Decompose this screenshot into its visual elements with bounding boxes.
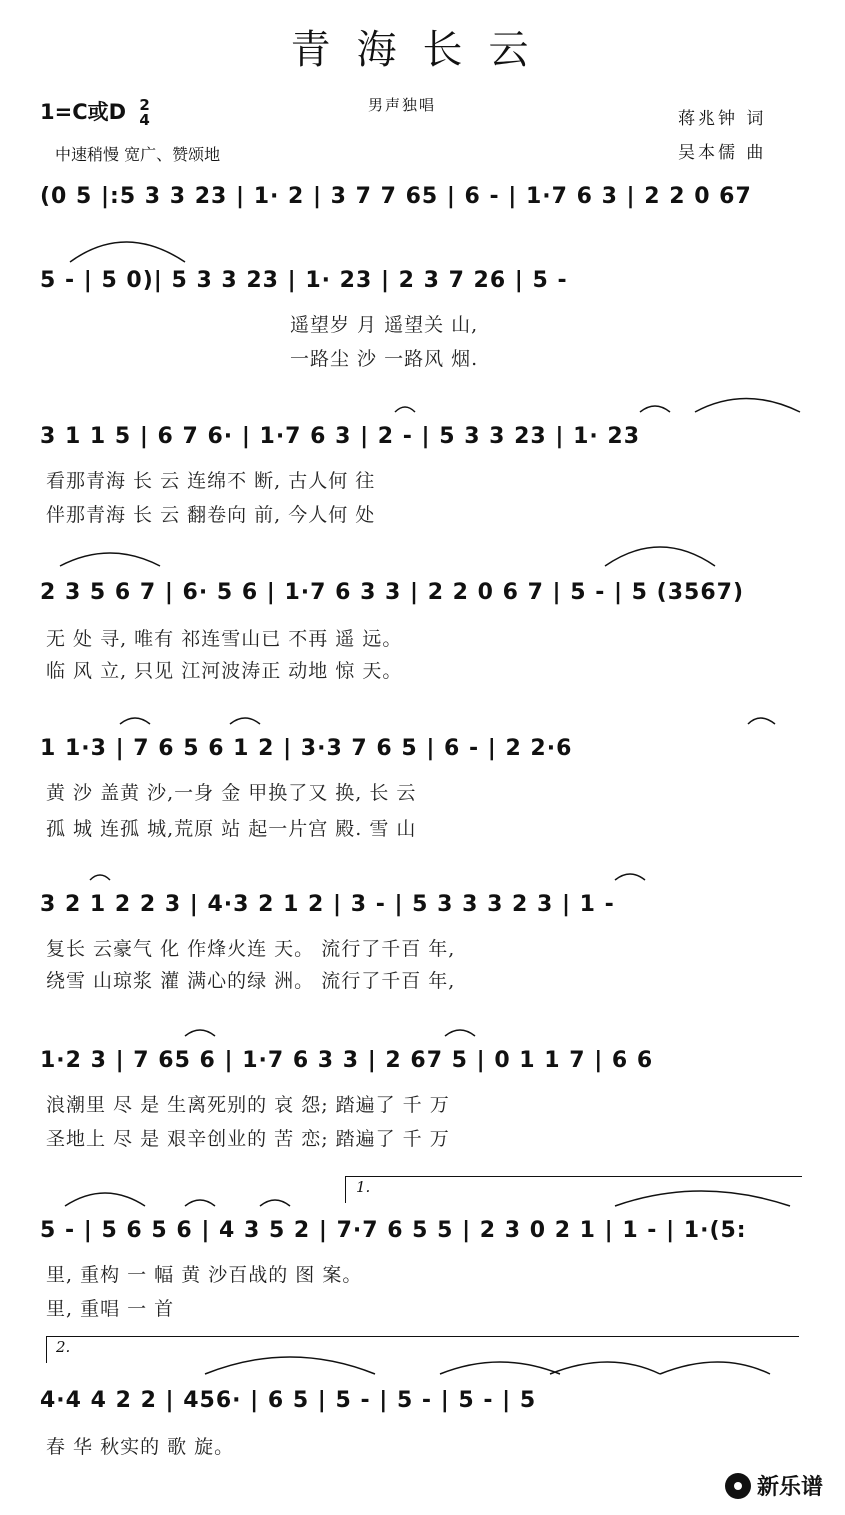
slur-arc [605, 547, 715, 566]
lyric-row-3-verse-2: 伴那青海 长 云 翻卷向 前, 今人何 处 [46, 504, 376, 526]
lyric-row-8-verse-1: 里, 重构 一 幅 黄 沙百战的 图 案。 [46, 1264, 363, 1286]
slur-arc [90, 875, 110, 880]
slur-arc [185, 1030, 215, 1036]
vinyl-record-icon [725, 1473, 751, 1499]
slur-arc [615, 1191, 790, 1206]
music-row-8: 5 - | 5 6 5 6 | 4 3 5 2 | 7·7 6 5 5 | 2 3 0 2 1 | 1 - | 1·(5: [40, 1218, 747, 1243]
lyric-row-5-verse-2: 孤 城 连孤 城,荒原 站 起一片宫 殿. 雪 山 [46, 818, 417, 840]
lyricist-credit: 蒋兆钟 词 [678, 109, 767, 129]
lyric-row-8-verse-2: 里, 重唱 一 首 [46, 1298, 175, 1320]
lyric-row-6-verse-1: 复长 云豪气 化 作烽火连 天。 流行了千百 年, [46, 938, 456, 960]
key-label: 1=C或D [40, 100, 127, 124]
music-row-9: 4·4 4 2 2 | 456· | 6 5 | 5 - | 5 - | 5 - | 5 [40, 1388, 537, 1413]
slur-arc [660, 1362, 770, 1374]
music-row-1: (0 5 |:5 3 3 23 | 1· 2 | 3 7 7 65 | 6 - | 1·7 6 3 | 2 2 0 67 [40, 184, 752, 209]
lyric-row-2-verse-2: 一路尘 沙 一路风 烟. [290, 348, 479, 370]
song-title: 青海长云 [290, 27, 555, 73]
slur-arc [260, 1200, 290, 1206]
first-ending-label: 1. [356, 1178, 371, 1196]
music-row-6: 3 2 1 2 2 3 | 4·3 2 1 2 | 3 - | 5 3 3 3 2 3 | 1 - [40, 892, 615, 917]
slur-arc [395, 407, 415, 412]
lyric-row-2-verse-1: 遥望岁 月 遥望关 山, [290, 314, 479, 336]
lyric-row-3-verse-1: 看那青海 长 云 连绵不 断, 古人何 往 [46, 470, 376, 492]
slur-arc [640, 406, 670, 412]
meter-top: 2 [139, 96, 150, 114]
slur-arc [445, 1030, 475, 1036]
site-logo [725, 1470, 823, 1501]
lyric-row-6-verse-2: 绕雪 山琼浆 灌 满心的绿 洲。 流行了千百 年, [46, 970, 456, 992]
composer-credit: 吴本儒 曲 [678, 143, 767, 163]
slur-arc [615, 874, 645, 880]
music-row-4: 2 3 5 6 7 | 6· 5 6 | 1·7 6 3 3 | 2 2 0 6 7 | 5 - | 5 (3567) [40, 580, 744, 605]
lyric-row-5-verse-1: 黄 沙 盖黄 沙,一身 金 甲换了又 换, 长 云 [46, 782, 417, 804]
performance-note: 男声独唱 [368, 96, 437, 114]
meter-bottom: 4 [139, 111, 150, 129]
lyric-row-4-verse-1: 无 处 寻, 唯有 祁连雪山已 不再 遥 远。 [46, 628, 403, 650]
slur-arc [120, 718, 150, 724]
slur-arc [440, 1362, 560, 1374]
music-row-7: 1·2 3 | 7 65 6 | 1·7 6 3 3 | 2 67 5 | 0 1 1 7 | 6 6 [40, 1048, 654, 1073]
slur-arc [230, 718, 260, 724]
slur-arc [748, 718, 775, 724]
music-row-3: 3 1 1 5 | 6 7 6· | 1·7 6 3 | 2 - | 5 3 3 23 | 1· 23 [40, 424, 641, 449]
slur-arc [70, 242, 185, 262]
lyric-row-7-verse-1: 浪潮里 尽 是 生离死别的 哀 怨; 踏遍了 千 万 [46, 1094, 450, 1116]
slur-arc [65, 1193, 145, 1206]
logo-text: 新乐谱 [756, 1475, 823, 1500]
lyric-row-7-verse-2: 圣地上 尽 是 艰辛创业的 苦 恋; 踏遍了 千 万 [46, 1128, 450, 1150]
slur-arc [185, 1200, 215, 1206]
slur-arc [695, 399, 800, 413]
slur-arc [205, 1357, 375, 1374]
second-ending-label: 2. [56, 1338, 71, 1356]
slur-arc [60, 553, 160, 566]
music-row-5: 1 1·3 | 7 6 5 6 1 2 | 3·3 7 6 5 | 6 - | 2 2·6 [40, 736, 573, 761]
lyric-row-4-verse-2: 临 风 立, 只见 江河波涛正 动地 惊 天。 [46, 660, 403, 682]
lyric-row-9-verse-1: 春 华 秋实的 歌 旋。 [46, 1436, 235, 1458]
music-row-2: 5 - | 5 0)| 5 3 3 23 | 1· 23 | 2 3 7 26 | 5 - [40, 268, 568, 293]
tempo-marking: 中速稍慢 宽广、赞颂地 [55, 145, 221, 164]
slur-arc [550, 1362, 660, 1374]
